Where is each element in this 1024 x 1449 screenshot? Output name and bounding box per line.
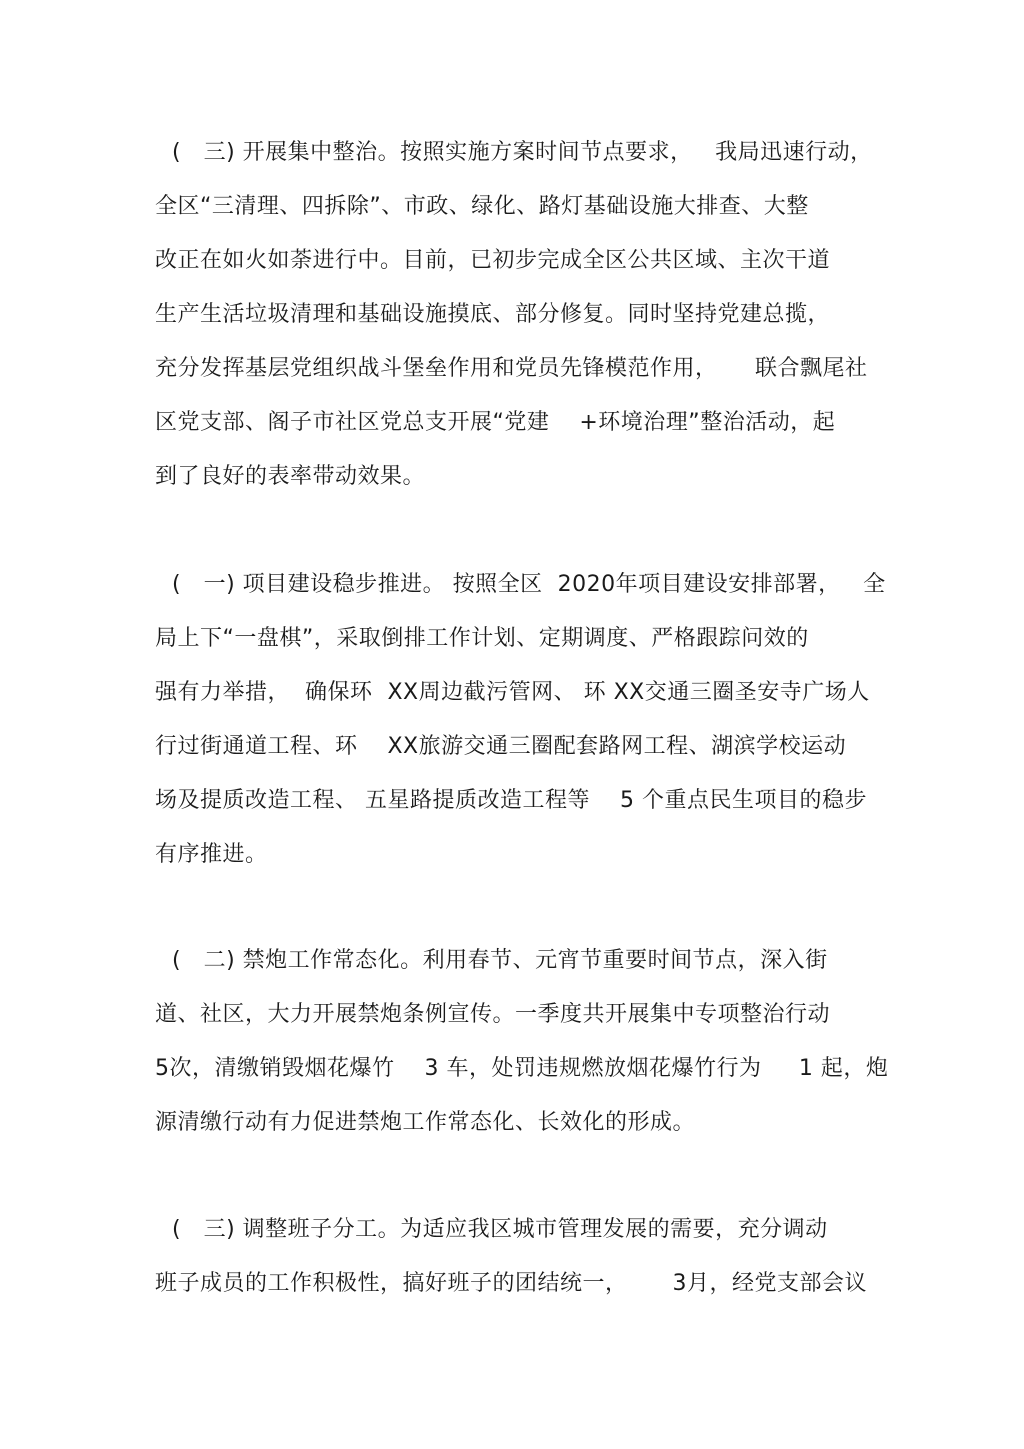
text-line: 改正在如火如荼进行中。目前，已初步完成全区公共区域、主次干道 [155, 248, 831, 273]
text-line: 行过街通道工程、环 XX旅游交通三圈配套路网工程、湖滨学校运动 [155, 734, 847, 759]
text-line: ( 二) 禁炮工作常态化。利用春节、元宵节重要时间节点，深入街 [172, 948, 828, 973]
text-line: ( 三) 开展集中整治。按照实施方案时间节点要求， 我局迅速行动， [172, 140, 873, 165]
text-line: 5次，清缴销毁烟花爆竹 3 车，处罚违规燃放烟花爆竹行为 1 起，炮 [155, 1056, 889, 1081]
text-line: 到了良好的表率带动效果。 [155, 464, 426, 489]
text-line: 充分发挥基层党组织战斗堡垒作用和党员先锋模范作用， 联合飘尾社 [155, 356, 868, 381]
text-line: 源清缴行动有力促进禁炮工作常态化、长效化的形成。 [155, 1110, 696, 1135]
text-line: ( 一) 项目建设稳步推进。 按照全区 2020年项目建设安排部署， 全 [172, 572, 886, 597]
text-line: 班子成员的工作积极性，搞好班子的团结统一， 3月，经党支部会议 [155, 1271, 867, 1296]
text-line: 道、社区，大力开展禁炮条例宣传。一季度共开展集中专项整治行动 [155, 1002, 831, 1027]
text-line: 局上下“一盘棋”，采取倒排工作计划、定期调度、严格跟踪问效的 [155, 626, 809, 651]
text-line: 区党支部、阁子市社区党总支开展“党建 +环境治理”整治活动，起 [155, 410, 836, 435]
text-line: 场及提质改造工程、 五星路提质改造工程等 5 个重点民生项目的稳步 [155, 788, 867, 813]
text-line: 有序推进。 [155, 842, 268, 867]
text-line: 生产生活垃圾清理和基础设施摸底、部分修复。同时坚持党建总揽， [155, 302, 831, 327]
text-line: ( 三) 调整班子分工。为适应我区城市管理发展的需要，充分调动 [172, 1217, 828, 1242]
text-line: 全区“三清理、四拆除”、市政、绿化、路灯基础设施大排查、大整 [155, 194, 809, 219]
text-line: 强有力举措， 确保环 XX周边截污管网、 环 XX交通三圈圣安寺广场人 [155, 680, 870, 705]
